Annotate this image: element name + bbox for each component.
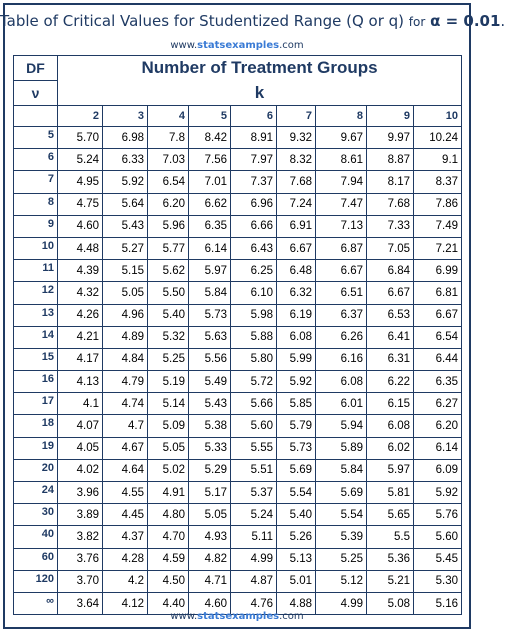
value-cell: 5.19 — [148, 371, 189, 393]
value-cell: 7.49 — [414, 215, 462, 237]
table-row — [14, 482, 462, 504]
value-cell: 5.15 — [103, 260, 148, 282]
value-cell: 5.13 — [277, 548, 316, 570]
value-cell: 5.02 — [148, 459, 189, 481]
value-cell: 5.76 — [414, 504, 462, 526]
k-header-cell: 9 — [367, 106, 414, 127]
value-cell: 7.05 — [367, 237, 414, 259]
value-cell: 5.05 — [103, 282, 148, 304]
value-cell: 6.99 — [414, 260, 462, 282]
value-cell: 5.56 — [189, 348, 231, 370]
value-cell: 5.40 — [277, 504, 316, 526]
value-cell: 6.44 — [414, 348, 462, 370]
value-cell: 7.47 — [316, 193, 367, 215]
value-cell: 6.32 — [277, 282, 316, 304]
value-cell: 6.54 — [414, 326, 462, 348]
value-cell: 7.21 — [414, 237, 462, 259]
value-cell: 6.14 — [414, 437, 462, 459]
value-cell: 6.62 — [189, 193, 231, 215]
page-title — [0, 12, 505, 30]
value-cell: 5.45 — [414, 548, 462, 570]
value-cell: 5.40 — [148, 304, 189, 326]
value-cell: 6.41 — [367, 326, 414, 348]
value-cell: 4.02 — [58, 459, 103, 481]
value-cell: 6.67 — [367, 282, 414, 304]
title-alpha: α = 0.01 — [430, 12, 501, 30]
df-cell: 13 — [14, 304, 58, 326]
value-cell: 5.69 — [316, 482, 367, 504]
table-row — [14, 282, 462, 304]
value-cell: 6.01 — [316, 393, 367, 415]
value-cell: 6.08 — [367, 415, 414, 437]
value-cell: 4.17 — [58, 348, 103, 370]
value-cell: 6.35 — [414, 371, 462, 393]
value-cell: 9.67 — [316, 127, 367, 149]
value-cell: 6.81 — [414, 282, 462, 304]
critical-values-table — [13, 55, 462, 615]
df-cell: 20 — [14, 459, 58, 481]
corner-cell — [14, 106, 58, 127]
value-cell: 4.48 — [58, 237, 103, 259]
value-cell: 4.60 — [58, 215, 103, 237]
table-row — [14, 437, 462, 459]
value-cell: 4.64 — [103, 459, 148, 481]
value-cell: 5.70 — [58, 127, 103, 149]
value-cell: 4.96 — [103, 304, 148, 326]
df-cell: 40 — [14, 526, 58, 548]
table-row — [14, 149, 462, 171]
value-cell: 5.97 — [367, 459, 414, 481]
value-cell: 4.99 — [231, 548, 277, 570]
value-cell: 6.87 — [316, 237, 367, 259]
value-cell: 4.80 — [148, 504, 189, 526]
table-row — [14, 548, 462, 570]
value-cell: 6.66 — [231, 215, 277, 237]
value-cell: 4.55 — [103, 482, 148, 504]
k-header-cell: 2 — [58, 106, 103, 127]
value-cell: 5.69 — [277, 459, 316, 481]
df-cell: 16 — [14, 371, 58, 393]
value-cell: 5.37 — [231, 482, 277, 504]
value-cell: 7.37 — [231, 171, 277, 193]
df-cell: 9 — [14, 215, 58, 237]
value-cell: 5.27 — [103, 237, 148, 259]
df-cell: 19 — [14, 437, 58, 459]
table-row — [14, 348, 462, 370]
value-cell: 5.29 — [189, 459, 231, 481]
value-cell: 8.17 — [367, 171, 414, 193]
value-cell: 9.32 — [277, 127, 316, 149]
value-cell: 3.82 — [58, 526, 103, 548]
value-cell: 5.51 — [231, 459, 277, 481]
value-cell: 6.16 — [316, 348, 367, 370]
value-cell: 5.54 — [316, 504, 367, 526]
value-cell: 4.82 — [189, 548, 231, 570]
table-row — [14, 526, 462, 548]
value-cell: 6.19 — [277, 304, 316, 326]
value-cell: 5.16 — [414, 592, 462, 614]
value-cell: 4.60 — [189, 592, 231, 614]
value-cell: 7.01 — [189, 171, 231, 193]
value-cell: 7.03 — [148, 149, 189, 171]
value-cell: 10.24 — [414, 127, 462, 149]
table-row — [14, 193, 462, 215]
value-cell: 5.12 — [316, 570, 367, 592]
value-cell: 5.85 — [277, 393, 316, 415]
value-cell: 5.62 — [148, 260, 189, 282]
value-cell: 9.97 — [367, 127, 414, 149]
k-header-row — [14, 106, 462, 127]
value-cell: 4.32 — [58, 282, 103, 304]
value-cell: 6.27 — [414, 393, 462, 415]
value-cell: 7.86 — [414, 193, 462, 215]
value-cell: 3.76 — [58, 548, 103, 570]
value-cell: 6.84 — [367, 260, 414, 282]
value-cell: 6.10 — [231, 282, 277, 304]
value-cell: 4.76 — [231, 592, 277, 614]
df-cell: 24 — [14, 482, 58, 504]
title-period: . — [500, 12, 505, 30]
value-cell: 5.96 — [148, 215, 189, 237]
table-row — [14, 371, 462, 393]
value-cell: 4.95 — [58, 171, 103, 193]
value-cell: 5.66 — [231, 393, 277, 415]
value-cell: 6.37 — [316, 304, 367, 326]
value-cell: 6.96 — [231, 193, 277, 215]
value-cell: 4.75 — [58, 193, 103, 215]
value-cell: 4.45 — [103, 504, 148, 526]
value-cell: 5.65 — [367, 504, 414, 526]
value-cell: 5.92 — [277, 371, 316, 393]
value-cell: 5.98 — [231, 304, 277, 326]
value-cell: 4.7 — [103, 415, 148, 437]
value-cell: 8.42 — [189, 127, 231, 149]
value-cell: 6.98 — [103, 127, 148, 149]
value-cell: 5.36 — [367, 548, 414, 570]
value-cell: 7.13 — [316, 215, 367, 237]
value-cell: 7.56 — [189, 149, 231, 171]
value-cell: 4.91 — [148, 482, 189, 504]
df-cell: 7 — [14, 171, 58, 193]
title-main: Table of Critical Values for Studentized Range (Q or q) — [0, 12, 405, 30]
df-cell: 12 — [14, 282, 58, 304]
k-header-cell: 3 — [103, 106, 148, 127]
treatment-groups-header: Number of Treatment Groups — [58, 56, 462, 81]
value-cell: 3.64 — [58, 592, 103, 614]
value-cell: 4.67 — [103, 437, 148, 459]
value-cell: 8.37 — [414, 171, 462, 193]
value-cell: 5.24 — [58, 149, 103, 171]
website-url-top: www.statsexamples.com — [170, 40, 304, 51]
title-for: for — [408, 15, 426, 29]
value-cell: 3.70 — [58, 570, 103, 592]
value-cell: 6.09 — [414, 459, 462, 481]
df-symbol: ν — [14, 81, 58, 106]
value-cell: 5.81 — [367, 482, 414, 504]
table-row — [14, 215, 462, 237]
value-cell: 4.89 — [103, 326, 148, 348]
value-cell: 4.07 — [58, 415, 103, 437]
value-cell: 5.99 — [277, 348, 316, 370]
value-cell: 6.08 — [277, 326, 316, 348]
value-cell: 4.93 — [189, 526, 231, 548]
value-cell: 6.26 — [316, 326, 367, 348]
value-cell: 7.8 — [148, 127, 189, 149]
value-cell: 6.22 — [367, 371, 414, 393]
k-header-cell: 4 — [148, 106, 189, 127]
k-header-cell: 10 — [414, 106, 462, 127]
value-cell: 6.35 — [189, 215, 231, 237]
value-cell: 5.84 — [189, 282, 231, 304]
value-cell: 5.05 — [148, 437, 189, 459]
table-row — [14, 171, 462, 193]
df-cell: 10 — [14, 237, 58, 259]
value-cell: 5.09 — [148, 415, 189, 437]
value-cell: 6.51 — [316, 282, 367, 304]
value-cell: 4.21 — [58, 326, 103, 348]
value-cell: 5.25 — [148, 348, 189, 370]
value-cell: 6.02 — [367, 437, 414, 459]
value-cell: 7.97 — [231, 149, 277, 171]
value-cell: 5.77 — [148, 237, 189, 259]
value-cell: 4.74 — [103, 393, 148, 415]
value-cell: 5.92 — [414, 482, 462, 504]
value-cell: 4.59 — [148, 548, 189, 570]
df-cell: 5 — [14, 127, 58, 149]
value-cell: 4.05 — [58, 437, 103, 459]
k-header-cell: 5 — [189, 106, 231, 127]
value-cell: 4.26 — [58, 304, 103, 326]
value-cell: 6.14 — [189, 237, 231, 259]
table-row — [14, 504, 462, 526]
df-cell: 8 — [14, 193, 58, 215]
value-cell: 5.25 — [316, 548, 367, 570]
value-cell: 9.1 — [414, 149, 462, 171]
value-cell: 5.05 — [189, 504, 231, 526]
table-row — [14, 260, 462, 282]
df-cell: 14 — [14, 326, 58, 348]
value-cell: 6.43 — [231, 237, 277, 259]
value-cell: 5.72 — [231, 371, 277, 393]
table-row — [14, 304, 462, 326]
value-cell: 5.80 — [231, 348, 277, 370]
table-row — [14, 415, 462, 437]
value-cell: 5.63 — [189, 326, 231, 348]
value-cell: 4.71 — [189, 570, 231, 592]
value-cell: 8.91 — [231, 127, 277, 149]
df-cell: 6 — [14, 149, 58, 171]
value-cell: 4.70 — [148, 526, 189, 548]
table-row — [14, 393, 462, 415]
value-cell: 5.21 — [367, 570, 414, 592]
value-cell: 5.84 — [316, 459, 367, 481]
df-cell: ∞ — [14, 592, 58, 614]
value-cell: 4.40 — [148, 592, 189, 614]
value-cell: 4.99 — [316, 592, 367, 614]
value-cell: 5.39 — [316, 526, 367, 548]
value-cell: 5.30 — [414, 570, 462, 592]
value-cell: 5.73 — [189, 304, 231, 326]
value-cell: 8.61 — [316, 149, 367, 171]
value-cell: 5.60 — [231, 415, 277, 437]
value-cell: 5.88 — [231, 326, 277, 348]
value-cell: 5.92 — [103, 171, 148, 193]
value-cell: 5.5 — [367, 526, 414, 548]
value-cell: 4.39 — [58, 260, 103, 282]
value-cell: 7.68 — [367, 193, 414, 215]
value-cell: 6.48 — [277, 260, 316, 282]
value-cell: 6.91 — [277, 215, 316, 237]
value-cell: 4.79 — [103, 371, 148, 393]
value-cell: 5.33 — [189, 437, 231, 459]
value-cell: 5.89 — [316, 437, 367, 459]
value-cell: 7.33 — [367, 215, 414, 237]
value-cell: 5.73 — [277, 437, 316, 459]
df-cell: 11 — [14, 260, 58, 282]
df-cell: 30 — [14, 504, 58, 526]
value-cell: 4.87 — [231, 570, 277, 592]
value-cell: 5.26 — [277, 526, 316, 548]
value-cell: 6.53 — [367, 304, 414, 326]
k-header-cell: 7 — [277, 106, 316, 127]
value-cell: 5.24 — [231, 504, 277, 526]
df-cell: 120 — [14, 570, 58, 592]
value-cell: 4.37 — [103, 526, 148, 548]
value-cell: 4.1 — [58, 393, 103, 415]
df-cell: 17 — [14, 393, 58, 415]
value-cell: 4.13 — [58, 371, 103, 393]
value-cell: 5.32 — [148, 326, 189, 348]
k-header-cell: 8 — [316, 106, 367, 127]
value-cell: 5.54 — [277, 482, 316, 504]
df-cell: 15 — [14, 348, 58, 370]
value-cell: 4.84 — [103, 348, 148, 370]
table-row — [14, 127, 462, 149]
value-cell: 5.97 — [189, 260, 231, 282]
value-cell: 6.67 — [316, 260, 367, 282]
df-header: DF — [14, 56, 58, 81]
value-cell: 6.67 — [414, 304, 462, 326]
table-row — [14, 570, 462, 592]
value-cell: 8.87 — [367, 149, 414, 171]
k-header-cell: 6 — [231, 106, 277, 127]
value-cell: 5.43 — [103, 215, 148, 237]
value-cell: 5.38 — [189, 415, 231, 437]
k-symbol: k — [58, 81, 462, 106]
value-cell: 4.12 — [103, 592, 148, 614]
value-cell: 5.08 — [367, 592, 414, 614]
value-cell: 8.32 — [277, 149, 316, 171]
value-cell: 5.60 — [414, 526, 462, 548]
value-cell: 5.17 — [189, 482, 231, 504]
value-cell: 5.11 — [231, 526, 277, 548]
website-url-bottom: www.statsexamples.com — [170, 611, 304, 622]
value-cell: 4.28 — [103, 548, 148, 570]
value-cell: 6.20 — [414, 415, 462, 437]
value-cell: 6.15 — [367, 393, 414, 415]
table-row — [14, 326, 462, 348]
value-cell: 4.2 — [103, 570, 148, 592]
table-row — [14, 459, 462, 481]
value-cell: 6.33 — [103, 149, 148, 171]
value-cell: 6.31 — [367, 348, 414, 370]
value-cell: 6.67 — [277, 237, 316, 259]
value-cell: 5.79 — [277, 415, 316, 437]
value-cell: 6.20 — [148, 193, 189, 215]
value-cell: 3.96 — [58, 482, 103, 504]
value-cell: 5.94 — [316, 415, 367, 437]
value-cell: 5.43 — [189, 393, 231, 415]
value-cell: 5.49 — [189, 371, 231, 393]
value-cell: 7.94 — [316, 171, 367, 193]
df-cell: 60 — [14, 548, 58, 570]
value-cell: 5.01 — [277, 570, 316, 592]
value-cell: 6.08 — [316, 371, 367, 393]
value-cell: 5.55 — [231, 437, 277, 459]
df-cell: 18 — [14, 415, 58, 437]
table-row — [14, 237, 462, 259]
value-cell: 5.14 — [148, 393, 189, 415]
value-cell: 6.25 — [231, 260, 277, 282]
value-cell: 7.68 — [277, 171, 316, 193]
value-cell: 4.88 — [277, 592, 316, 614]
value-cell: 5.64 — [103, 193, 148, 215]
value-cell: 7.24 — [277, 193, 316, 215]
value-cell: 5.50 — [148, 282, 189, 304]
value-cell: 6.54 — [148, 171, 189, 193]
value-cell: 4.50 — [148, 570, 189, 592]
value-cell: 3.89 — [58, 504, 103, 526]
